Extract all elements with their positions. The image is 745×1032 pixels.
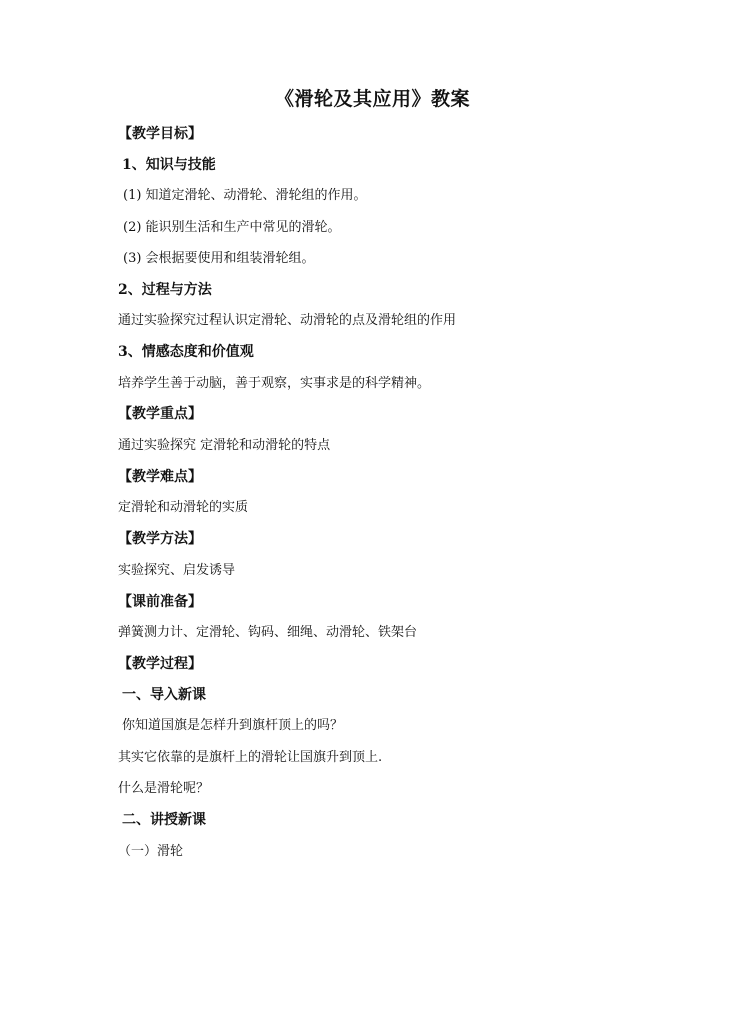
key-points-text: 通过实验探究 定滑轮和动滑轮的特点 — [118, 438, 331, 453]
difficulties-text: 定滑轮和动滑轮的实质 — [118, 500, 249, 515]
knowledge-item-2: (2) 能识别生活和生产中常见的滑轮。 — [123, 220, 341, 235]
intro-line-2: 其实它依靠的是旗杆上的滑轮让国旗升到顶上. — [118, 750, 383, 765]
intro-heading: 一、导入新课 — [122, 687, 206, 703]
knowledge-item-3: (3) 会根据要使用和组装滑轮组。 — [123, 251, 315, 266]
attitude-values-heading: 3、情感态度和价值观 — [118, 344, 254, 360]
difficulties-heading: 【教学难点】 — [118, 469, 202, 485]
key-points-heading: 【教学重点】 — [118, 406, 202, 422]
preparation-heading: 【课前准备】 — [118, 594, 202, 610]
process-method-heading: 2、过程与方法 — [118, 282, 212, 298]
intro-line-1: 你知道国旗是怎样升到旗杆顶上的吗？ — [122, 718, 344, 733]
preparation-text: 弹簧测力计、定滑轮、钩码、细绳、动滑轮、铁架台 — [118, 625, 418, 640]
methods-heading: 【教学方法】 — [118, 531, 202, 547]
knowledge-item-1: (1) 知道定滑轮、动滑轮、滑轮组的作用。 — [123, 188, 367, 203]
methods-text: 实验探究、启发诱导 — [118, 563, 236, 578]
process-method-text: 通过实验探究过程认识定滑轮、动滑轮的点及滑轮组的作用 — [118, 313, 457, 328]
document-title: 《滑轮及其应用》教案 — [274, 88, 470, 110]
intro-line-3: 什么是滑轮呢？ — [118, 781, 210, 796]
knowledge-skills-heading: 1、知识与技能 — [122, 157, 216, 173]
teaching-goals-heading: 【教学目标】 — [118, 126, 202, 142]
attitude-values-text: 培养学生善于动脑，善于观察，实事求是的科学精神。 — [118, 376, 431, 391]
new-lesson-subheading: （一）滑轮 — [118, 844, 184, 859]
teaching-process-heading: 【教学过程】 — [118, 656, 202, 672]
new-lesson-heading: 二、讲授新课 — [122, 812, 206, 828]
